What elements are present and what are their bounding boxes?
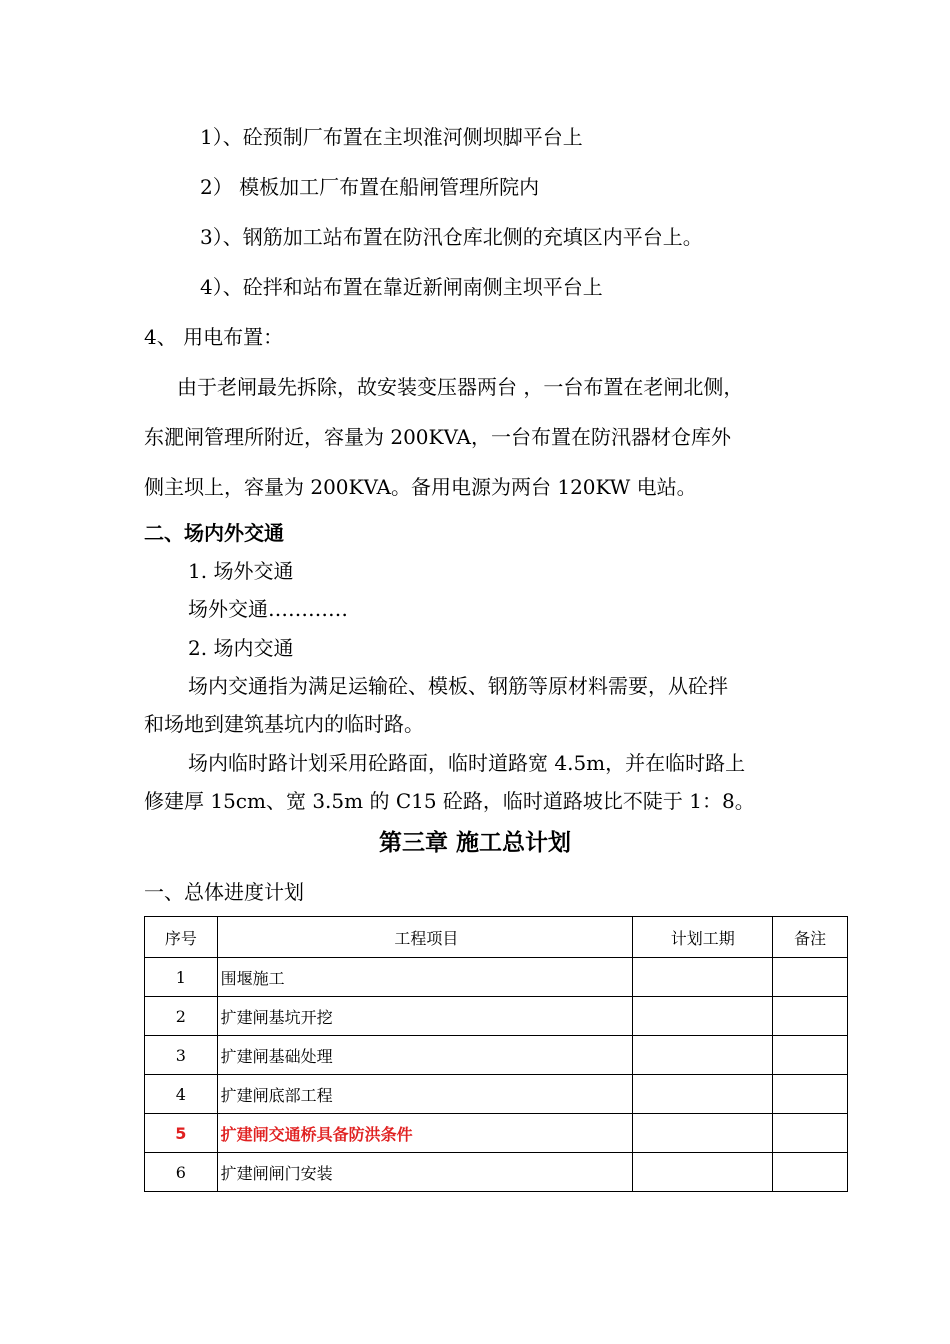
header-note: 备注 <box>773 917 848 958</box>
header-item: 工程项目 <box>217 917 632 958</box>
chapter-title: 第三章 施工总计划 <box>378 830 571 856</box>
row-note <box>773 1153 848 1192</box>
power-paragraph-line-1: 由于老闸最先拆除，故安装变压器两台 ，一台布置在老闸北侧， <box>177 375 744 399</box>
header-no: 序号 <box>145 917 218 958</box>
row-no: 2 <box>145 997 218 1036</box>
section4-heading: 4、 用电布置： <box>144 325 284 349</box>
table-row-highlighted <box>145 1114 848 1153</box>
row-no: 5 <box>145 1114 218 1153</box>
row-note <box>773 997 848 1036</box>
row-item: 扩建闸基础处理 <box>217 1036 632 1075</box>
traffic-heading: 二、场内外交通 <box>144 521 284 545</box>
row-no: 3 <box>145 1036 218 1075</box>
row-period <box>633 958 773 997</box>
internal-para1-line-2: 和场地到建筑基坑内的临时路。 <box>144 712 424 736</box>
row-note <box>773 1114 848 1153</box>
layout-item-4: 4）、砼拌和站布置在靠近新闸南侧主坝平台上 <box>200 275 603 299</box>
schedule-table <box>144 916 848 1192</box>
external-traffic-heading: 1. 场外交通 <box>188 559 294 583</box>
external-traffic-text: 场外交通………… <box>188 597 348 621</box>
power-paragraph-line-3: 侧主坝上，容量为 200KVA。备用电源为两台 120KW 电站。 <box>144 475 697 499</box>
row-item: 扩建闸基坑开挖 <box>217 997 632 1036</box>
row-period <box>633 997 773 1036</box>
row-item: 扩建闸闸门安装 <box>217 1153 632 1192</box>
row-note <box>773 958 848 997</box>
table-row <box>145 1153 848 1192</box>
row-period <box>633 1114 773 1153</box>
row-item: 扩建闸交通桥具备防洪条件 <box>217 1114 632 1153</box>
internal-para2-line-2: 修建厚 15cm、宽 3.5m 的 C15 砼路，临时道路坡比不陡于 1：8。 <box>144 789 755 813</box>
layout-item-2: 2） 模板加工厂布置在船闸管理所院内 <box>200 175 540 199</box>
row-no: 6 <box>145 1153 218 1192</box>
internal-traffic-heading: 2. 场内交通 <box>188 636 294 660</box>
table-row <box>145 1036 848 1075</box>
power-paragraph-line-2: 东淝闸管理所附近，容量为 200KVA，一台布置在防汛器材仓库外 <box>144 425 732 449</box>
row-no: 4 <box>145 1075 218 1114</box>
table-row <box>145 997 848 1036</box>
row-period <box>633 1036 773 1075</box>
row-period <box>633 1153 773 1192</box>
internal-para2-line-1: 场内临时路计划采用砼路面，临时道路宽 4.5m，并在临时路上 <box>188 751 746 775</box>
schedule-heading: 一、总体进度计划 <box>144 880 304 904</box>
row-note <box>773 1036 848 1075</box>
row-item: 围堰施工 <box>217 958 632 997</box>
row-period <box>633 1075 773 1114</box>
table-row <box>145 958 848 997</box>
table-header-row <box>145 917 848 958</box>
layout-item-1: 1）、砼预制厂布置在主坝淮河侧坝脚平台上 <box>200 125 583 149</box>
row-note <box>773 1075 848 1114</box>
row-item: 扩建闸底部工程 <box>217 1075 632 1114</box>
header-period: 计划工期 <box>633 917 773 958</box>
layout-item-3: 3）、钢筋加工站布置在防汛仓库北侧的充填区内平台上。 <box>200 225 703 249</box>
internal-para1-line-1: 场内交通指为满足运输砼、模板、钢筋等原材料需要，从砼拌 <box>188 674 728 698</box>
table-row <box>145 1075 848 1114</box>
row-no: 1 <box>145 958 218 997</box>
